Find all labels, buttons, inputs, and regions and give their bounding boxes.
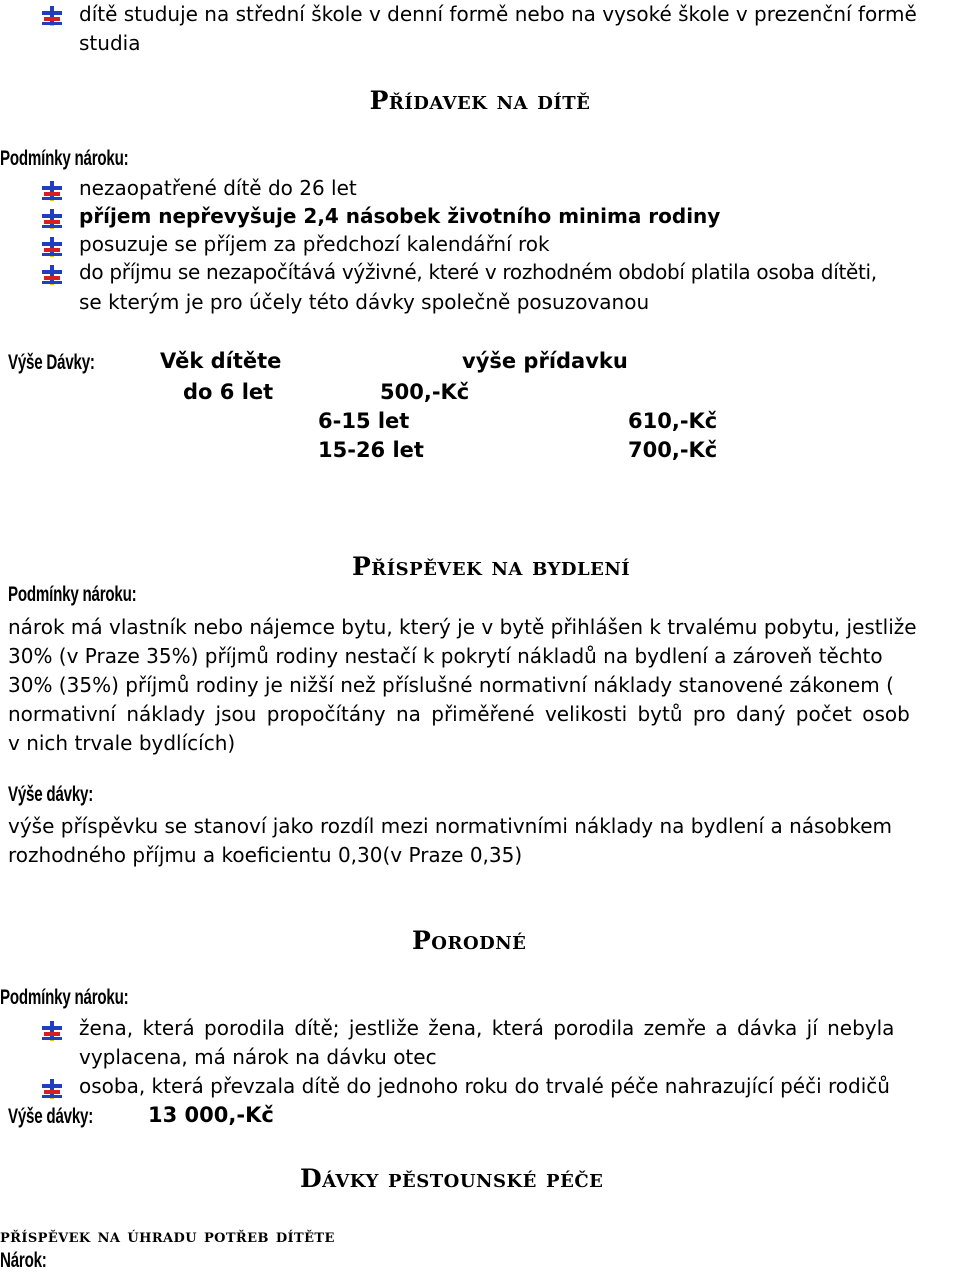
paragraph-line: výše příspěvku se stanoví jako rozdíl mezi normativními náklady na bydlení a násobkem [8, 814, 893, 838]
paragraph-line: rozhodného příjmu a koeficientu 0,30(v Praze 0,35) [8, 843, 523, 867]
table-cell-amount: 610,-Kč [628, 409, 718, 433]
list-bullet-icon [42, 237, 62, 257]
paragraph-line: v nich trvale bydlících) [8, 731, 236, 755]
conditions-label: Podmínky nároku: [0, 147, 129, 170]
condition-item: posuzuje se příjem za předchozí kalendářní rok [79, 232, 550, 256]
amount-label: Výše dávky: [8, 1105, 94, 1128]
section-title-porodne: Porodné [412, 926, 527, 955]
amount-value: 13 000,-Kč [148, 1103, 274, 1127]
intro-bullet-text-cont: studia [79, 31, 141, 55]
condition-item: příjem nepřevyšuje 2,4 násobek životního minima rodiny [79, 204, 721, 228]
amount-label: Výše dávky: [8, 783, 94, 806]
section-title-pridavek: Přídavek na dítě [369, 86, 591, 115]
table-cell-age: 6-15 let [318, 409, 410, 433]
paragraph-line: normativní náklady jsou propočítány na přiměřené velikosti bytů pro daný počet osob [8, 702, 910, 726]
list-bullet-icon [42, 1021, 62, 1041]
table-cell-amount: 700,-Kč [628, 438, 718, 462]
table-cell-age: do 6 let [183, 380, 274, 404]
list-bullet-icon [42, 209, 62, 229]
list-bullet-icon [42, 265, 62, 285]
paragraph-line: nárok má vlastník nebo nájemce bytu, který je v bytě přihlášen k trvalému pobytu, jestliže [8, 615, 917, 639]
claim-label: Nárok: [0, 1249, 47, 1272]
list-bullet-icon [42, 6, 62, 26]
paragraph-line: 30% (v Praze 35%) příjmů rodiny nestačí k pokrytí nákladů na bydlení a zároveň těchto [8, 644, 883, 668]
intro-bullet-text: dítě studuje na střední škole v denní formě nebo na vysoké škole v prezenční formě [79, 2, 917, 26]
section-title-pestounske: Dávky pěstounské péče [300, 1164, 604, 1193]
subsection-title: příspěvek na úhradu potřeb dítěte [0, 1225, 335, 1247]
list-bullet-icon [42, 181, 62, 201]
condition-item: nezaopatřené dítě do 26 let [79, 176, 357, 200]
conditions-label: Podmínky nároku: [0, 986, 129, 1009]
list-bullet-icon [42, 1079, 62, 1099]
table-header-amount: výše přídavku [462, 349, 628, 373]
condition-item: do příjmu se nezapočítává výživné, které v rozhodném období platila osoba dítěti, [79, 260, 877, 284]
table-cell-amount: 500,-Kč [380, 380, 470, 404]
paragraph-line: 30% (35%) příjmů rodiny je nižší než příslušné normativní náklady stanovené zákonem ( [8, 673, 894, 697]
condition-item-cont: se kterým je pro účely této dávky společně posuzovanou [79, 290, 650, 314]
conditions-label: Podmínky nároku: [8, 583, 137, 606]
section-title-bydleni: Příspěvek na bydlení [352, 552, 631, 581]
condition-item: žena, která porodila dítě; jestliže žena, která porodila zemře a dávka jí nebyla [79, 1016, 895, 1040]
table-cell-age: 15-26 let [318, 438, 424, 462]
table-header-age: Věk dítěte [160, 349, 282, 373]
condition-item: osoba, která převzala dítě do jednoho roku do trvalé péče nahrazující péči rodičů [79, 1074, 890, 1098]
amount-label: Výše Dávky: [8, 351, 95, 374]
condition-item-cont: vyplacena, má nárok na dávku otec [79, 1045, 437, 1069]
